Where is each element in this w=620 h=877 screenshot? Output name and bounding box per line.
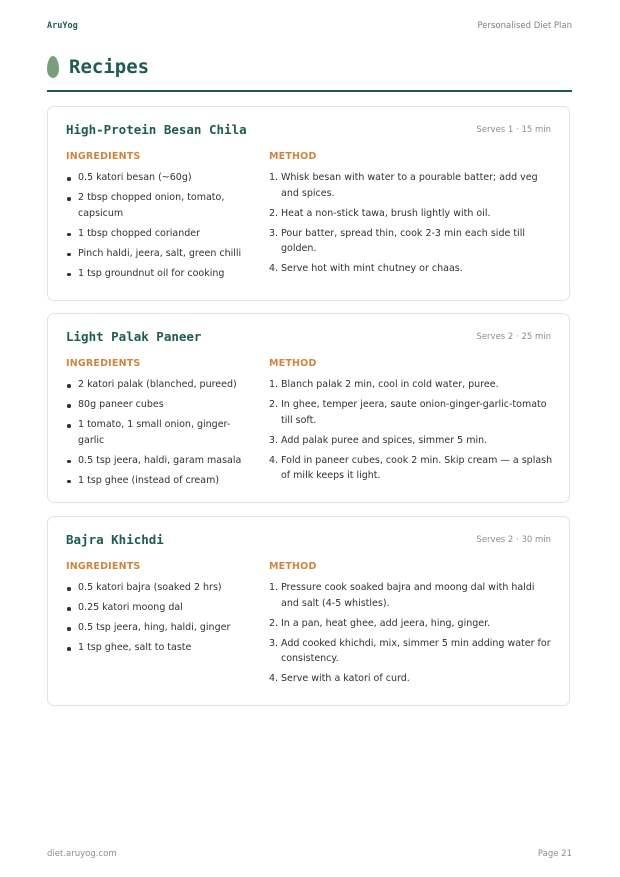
ingredient-item: 0.5 tsp jeera, haldi, garam masala: [66, 453, 256, 469]
method-step: 1. Whisk besan with water to a pourable batter; add veg and spices.: [269, 172, 538, 199]
ingredient-item: 1 tomato, 1 small onion, ginger-garlic: [66, 417, 256, 448]
recipe-title: Light Palak Paneer: [66, 329, 202, 344]
method-step: 1. Pressure cook soaked bajra and moong dal with haldi and salt (4-5 whistles).: [269, 582, 535, 609]
ingredient-item: 1 tsp groundnut oil for cooking: [66, 266, 256, 282]
method-heading: METHOD: [269, 151, 317, 162]
method-step: 3. Add cooked khichdi, mix, simmer 5 min adding water for consistency.: [269, 637, 551, 664]
method-heading: METHOD: [269, 561, 317, 572]
method-step-text: Heat a non-stick tawa, brush lightly with oil.: [281, 207, 491, 219]
method-step: 3. Pour batter, spread thin, cook 2-3 min each side till golden.: [269, 227, 525, 254]
recipe-card: [47, 313, 570, 503]
ingredients-heading: INGREDIENTS: [66, 561, 141, 572]
document-title: Personalised Diet Plan: [477, 21, 572, 31]
ingredients-column: [66, 151, 256, 286]
ingredients-list: [66, 170, 256, 281]
method-step-text: Add palak puree and spices, simmer 5 min.: [281, 434, 488, 446]
ingredient-item: Pinch haldi, jeera, salt, green chilli: [66, 246, 256, 262]
page-number: Page 21: [537, 849, 572, 859]
method-step-text: Whisk besan with water to a pourable batter; add veg and spices.: [281, 172, 538, 199]
method-step: 3. Add palak puree and spices, simmer 5 min.: [269, 434, 488, 446]
recipe-title: High-Protein Besan Chila: [66, 122, 247, 137]
ingredients-column: [66, 561, 256, 660]
method-step-text: In a pan, heat ghee, add jeera, hing, ginger.: [281, 617, 491, 629]
recipe-title: Bajra Khichdi: [66, 532, 164, 547]
method-step-text: Pour batter, spread thin, cook 2-3 min each side till golden.: [281, 227, 525, 254]
ingredient-item: 2 katori palak (blanched, pureed): [66, 377, 256, 393]
footer-site-link[interactable]: diet.aruyog.com: [47, 849, 117, 859]
method-step: 2. In a pan, heat ghee, add jeera, hing, ginger.: [269, 617, 491, 629]
method-step: 1. Blanch palak 2 min, cool in cold water, puree.: [269, 379, 499, 390]
method-step-text: Fold in paneer cubes, cook 2 min. Skip cream — a splash of milk keeps it light.: [281, 454, 553, 481]
method-heading: METHOD: [269, 358, 317, 369]
ingredient-item: 0.5 katori bajra (soaked 2 hrs): [66, 580, 256, 596]
ingredients-heading: INGREDIENTS: [66, 151, 141, 162]
method-list: [269, 377, 554, 484]
method-step: 4. Fold in paneer cubes, cook 2 min. Skip cream — a splash of milk keeps it light.: [269, 454, 553, 481]
ingredients-list: [66, 377, 256, 488]
recipe-serves: Serves 2 · 25 min: [476, 332, 551, 342]
title-divider: [47, 90, 572, 92]
method-column: [269, 561, 554, 691]
ingredients-heading: INGREDIENTS: [66, 358, 141, 369]
method-column: [269, 151, 554, 281]
method-column: [269, 358, 554, 488]
ingredient-item: 2 tbsp chopped onion, tomato, capsicum: [66, 190, 256, 221]
ingredient-item: 1 tbsp chopped coriander: [66, 226, 256, 242]
ingredient-item: 0.5 katori besan (~60g): [66, 170, 256, 186]
method-step-text: Blanch palak 2 min, cool in cold water, puree.: [281, 379, 499, 390]
method-step: 2. Heat a non-stick tawa, brush lightly with oil.: [269, 207, 491, 219]
method-list: [269, 170, 554, 277]
method-step: 4. Serve with a katori of curd.: [269, 673, 410, 684]
method-step-text: In ghee, temper jeera, saute onion-ginger-garlic-tomato till soft.: [281, 399, 547, 426]
ingredients-list: [66, 580, 256, 656]
leaf-icon: [47, 56, 59, 78]
page-title-row: [47, 54, 149, 80]
method-step-text: Add cooked khichdi, mix, simmer 5 min adding water for consistency.: [281, 637, 551, 664]
ingredient-item: 0.25 katori moong dal: [66, 600, 256, 616]
method-step-text: Serve hot with mint chutney or chaas.: [281, 263, 463, 274]
ingredient-item: 1 tsp ghee, salt to taste: [66, 640, 256, 656]
ingredients-column: [66, 358, 256, 493]
brand-name: AruYog: [47, 21, 78, 31]
page-title: Recipes: [69, 56, 150, 78]
method-step: 4. Serve hot with mint chutney or chaas.: [269, 263, 463, 274]
ingredient-item: 1 tsp ghee (instead of cream): [66, 473, 256, 489]
recipe-serves: Serves 1 · 15 min: [476, 125, 551, 135]
recipe-card: [47, 516, 570, 706]
recipe-card: [47, 106, 570, 301]
method-list: [269, 580, 554, 687]
method-step-text: Pressure cook soaked bajra and moong dal with haldi and salt (4-5 whistles).: [281, 582, 535, 609]
method-step-text: Serve with a katori of curd.: [281, 673, 410, 684]
ingredient-item: 0.5 tsp jeera, hing, haldi, ginger: [66, 620, 256, 636]
method-step: 2. In ghee, temper jeera, saute onion-ginger-garlic-tomato till soft.: [269, 399, 547, 426]
recipe-serves: Serves 2 · 30 min: [476, 535, 551, 545]
ingredient-item: 80g paneer cubes: [66, 397, 256, 413]
